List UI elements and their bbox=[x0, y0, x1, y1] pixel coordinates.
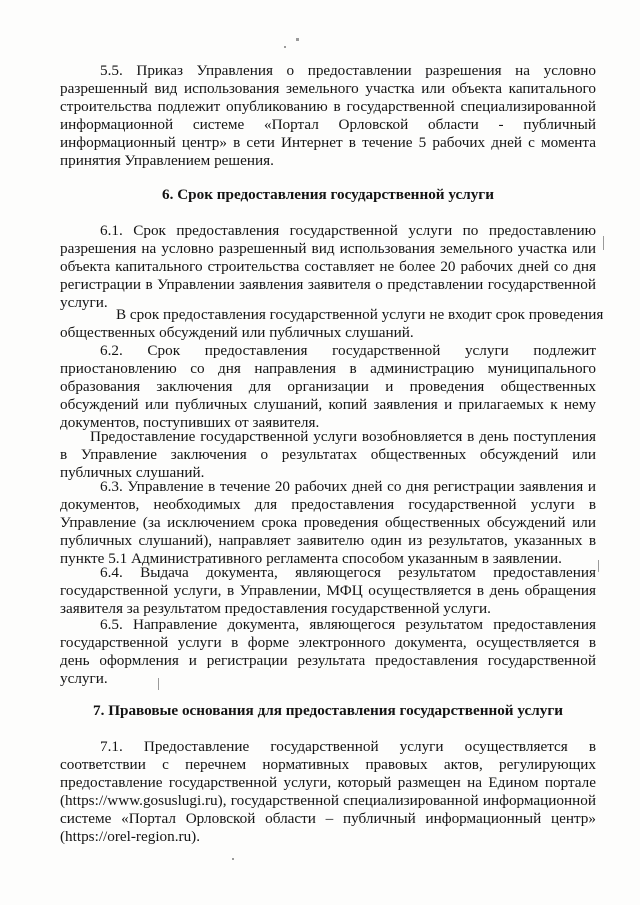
text-line: 6.5. Направление документа, являющегося результатом предоставления bbox=[100, 616, 596, 633]
text-line: строительства подлежит опубликованию в государственной специализированной bbox=[60, 98, 596, 115]
text-line: публичных слушаний. bbox=[60, 464, 205, 481]
text-line: приостановлению со дня направления в администрацию муниципального bbox=[60, 360, 596, 377]
text-line: объекта капитального строительства составляет не более 20 рабочих дней со дня bbox=[60, 258, 596, 275]
paragraph-6-2 bbox=[60, 342, 596, 432]
text-line: услуги. bbox=[60, 670, 108, 687]
paragraph-6-5 bbox=[60, 616, 596, 688]
text-line: (https://www.gosuslugi.ru), государственной специализированной информационной bbox=[60, 792, 596, 809]
text-line: общественных обсуждений или публичных слушаний. bbox=[60, 324, 414, 341]
text-line: Управление (за исключением срока проведения общественных обсуждений или bbox=[60, 514, 596, 531]
text-line: услуги. bbox=[60, 294, 108, 311]
paragraph-6-4 bbox=[60, 564, 596, 618]
scan-speck bbox=[296, 38, 299, 41]
text-line: заявителя за результатом предоставления государственной услуги. bbox=[60, 600, 491, 617]
text-line: В срок предоставления государственной услуги не входит срок проведения bbox=[116, 306, 604, 323]
text-line: день оформления и регистрации результата предоставления государственной bbox=[60, 652, 596, 669]
text-line: 6.1. Срок предоставления государственной услуги по предоставлению bbox=[100, 222, 596, 239]
text-line: информационной системе «Портал Орловской области - публичный bbox=[60, 116, 596, 133]
text-line: соответствии с перечнем нормативных правовых актов, регулирующих bbox=[60, 756, 596, 773]
text-line: разрешения на условно разрешенный вид использования земельного участка или bbox=[60, 240, 596, 257]
text-line: 6.2. Срок предоставления государственной услуги подлежит bbox=[100, 342, 596, 359]
text-line: (https://orel-region.ru). bbox=[60, 828, 201, 845]
paragraph-6-1-b bbox=[60, 306, 604, 342]
text-line: 7.1. Предоставление государственной услуги осуществляется в bbox=[100, 738, 596, 755]
section-6-heading: 6. Срок предоставления государственной услуги bbox=[162, 186, 494, 203]
scan-speck bbox=[158, 678, 159, 690]
text-line: государственной услуги в форме электронного документа, осуществляется в bbox=[60, 634, 596, 651]
text-line: 6.4. Выдача документа, являющегося результатом предоставления bbox=[100, 564, 596, 581]
paragraph-7-1 bbox=[60, 738, 596, 846]
text-line: документов, необходимых для предоставления государственной услуги в bbox=[60, 496, 596, 513]
scan-speck bbox=[232, 858, 234, 860]
text-line: обсуждений или публичных слушаний, копий заявления и прилагаемых к нему bbox=[60, 396, 596, 413]
scan-speck bbox=[603, 236, 604, 250]
text-line: 5.5. Приказ Управления о предоставлении разрешения на условно bbox=[100, 62, 596, 79]
text-line: Предоставление государственной услуги возобновляется в день поступления bbox=[90, 428, 596, 445]
text-line: предоставление государственной услуги, который размещен на Едином портале bbox=[60, 774, 596, 791]
text-line: регистрации в Управлении заявления заявителя о представлении государственной bbox=[60, 276, 596, 293]
text-line: государственной услуги, в Управлении, МФЦ осуществляется в день обращения bbox=[60, 582, 596, 599]
paragraph-6-3 bbox=[60, 478, 596, 568]
text-line: 6.3. Управление в течение 20 рабочих дней со дня регистрации заявления и bbox=[100, 478, 596, 495]
text-line: документов, поступивших от заявителя. bbox=[60, 414, 320, 431]
paragraph-6-1 bbox=[60, 222, 596, 312]
text-line: принятия Управлением решения. bbox=[60, 152, 274, 169]
paragraph-6-2-b bbox=[60, 428, 596, 482]
text-line: системе «Портал Орловской области – публичный информационный центр» bbox=[60, 810, 596, 827]
text-line: публичных слушаний), направляет заявителю один из результатов, указанных в bbox=[60, 532, 596, 549]
text-line: разрешенный вид использования земельного участка или объекта капитального bbox=[60, 80, 596, 97]
text-line: пункте 5.1 Административного регламента способом указанным в заявлении. bbox=[60, 550, 562, 567]
section-7-heading: 7. Правовые основания для предоставления государственной услуги bbox=[93, 702, 563, 719]
scan-speck bbox=[284, 46, 286, 48]
paragraph-5-5 bbox=[60, 62, 596, 170]
text-line: в Управление заключения о результатах общественных обсуждений или bbox=[60, 446, 596, 463]
scan-speck bbox=[598, 560, 599, 572]
text-line: образования заключения для организации и проведения общественных bbox=[60, 378, 596, 395]
text-line: информационный центр» в сети Интернет в течение 5 рабочих дней с момента bbox=[60, 134, 596, 151]
